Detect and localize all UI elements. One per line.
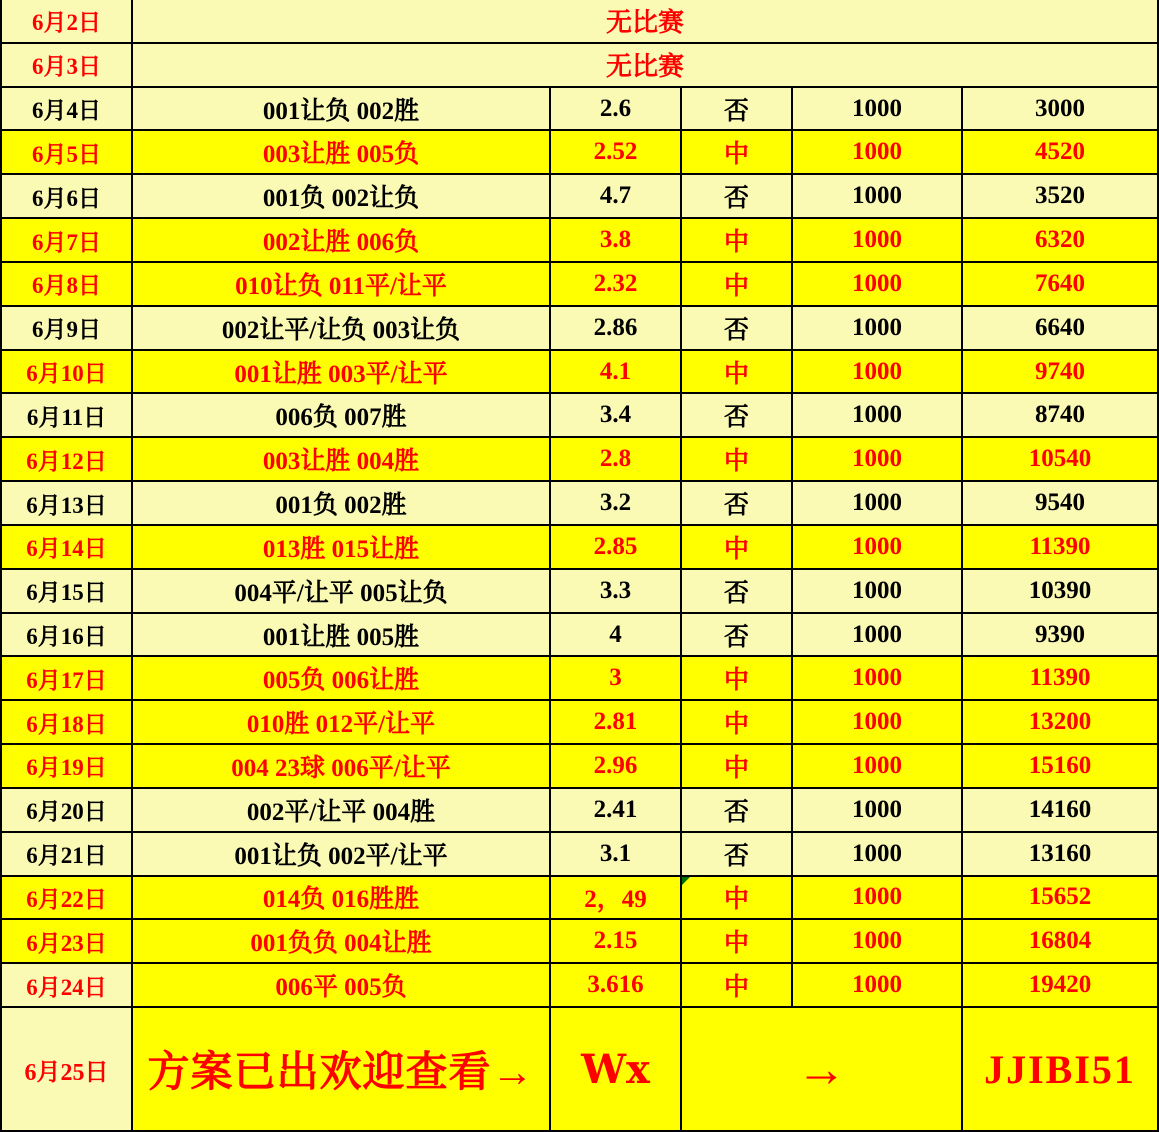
- table-row: [2, 263, 1159, 307]
- date-cell: 6月18日: [2, 701, 133, 745]
- table-row: [2, 920, 1159, 964]
- result-cell: 中: [682, 920, 793, 964]
- total-cell: 3000: [963, 88, 1159, 132]
- table-row: [2, 394, 1159, 438]
- table-row: [2, 175, 1159, 219]
- wx-label-cell: Wx: [551, 1008, 682, 1132]
- table-row: [2, 833, 1159, 877]
- result-cell: 中: [682, 526, 793, 570]
- result-cell: 中: [682, 263, 793, 307]
- picks-cell: 013胜 015让胜: [133, 526, 551, 570]
- no-match-cell: 无比赛: [133, 0, 1159, 44]
- stake-cell: 1000: [793, 877, 963, 921]
- picks-cell: 001让胜 005胜: [133, 614, 551, 658]
- odds-cell: 4: [551, 614, 682, 658]
- odds-cell: 3.2: [551, 482, 682, 526]
- date-cell: 6月23日: [2, 920, 133, 964]
- result-cell: 中: [682, 701, 793, 745]
- table-row: [2, 131, 1159, 175]
- no-match-cell: 无比赛: [133, 44, 1159, 88]
- picks-cell: 001让负 002平/让平: [133, 833, 551, 877]
- stake-cell: 1000: [793, 964, 963, 1008]
- date-cell: 6月11日: [2, 394, 133, 438]
- picks-cell: 014负 016胜胜: [133, 877, 551, 921]
- total-cell: 11390: [963, 526, 1159, 570]
- result-cell: 否: [682, 789, 793, 833]
- odds-cell: 2.15: [551, 920, 682, 964]
- comment-marker-icon: [682, 877, 690, 885]
- table-row: [2, 526, 1159, 570]
- picks-cell: 003让胜 005负: [133, 131, 551, 175]
- picks-cell: 004平/让平 005让负: [133, 570, 551, 614]
- table-row: [2, 701, 1159, 745]
- picks-cell: 002让胜 006负: [133, 219, 551, 263]
- picks-cell: 001让负 002胜: [133, 88, 551, 132]
- table-row: [2, 657, 1159, 701]
- odds-cell: 2.86: [551, 307, 682, 351]
- stake-cell: 1000: [793, 88, 963, 132]
- total-cell: 9740: [963, 351, 1159, 395]
- picks-cell: 005负 006让胜: [133, 657, 551, 701]
- stake-cell: 1000: [793, 789, 963, 833]
- result-cell: 中: [682, 657, 793, 701]
- date-cell: 6月16日: [2, 614, 133, 658]
- stake-cell: 1000: [793, 394, 963, 438]
- odds-cell: 4.1: [551, 351, 682, 395]
- arrow-icon: →: [682, 1008, 963, 1132]
- total-cell: 9390: [963, 614, 1159, 658]
- date-cell: 6月5日: [2, 131, 133, 175]
- stake-cell: 1000: [793, 701, 963, 745]
- odds-cell: 2.32: [551, 263, 682, 307]
- table-row: [2, 482, 1159, 526]
- odds-cell: 2.96: [551, 745, 682, 789]
- total-cell: 19420: [963, 964, 1159, 1008]
- result-cell: 中: [682, 745, 793, 789]
- result-cell: 否: [682, 482, 793, 526]
- odds-cell: 3: [551, 657, 682, 701]
- table-row: [2, 438, 1159, 482]
- odds-cell: 2.6: [551, 88, 682, 132]
- stake-cell: 1000: [793, 219, 963, 263]
- odds-cell: 3.3: [551, 570, 682, 614]
- stake-cell: 1000: [793, 438, 963, 482]
- picks-cell: 001负负 004让胜: [133, 920, 551, 964]
- result-cell: 中: [682, 219, 793, 263]
- date-cell: 6月9日: [2, 307, 133, 351]
- promo-message-cell: 方案已出欢迎查看→: [133, 1008, 551, 1132]
- table-row: [2, 745, 1159, 789]
- odds-cell: 4.7: [551, 175, 682, 219]
- date-cell: 6月4日: [2, 88, 133, 132]
- date-cell: 6月25日: [2, 1008, 133, 1132]
- date-cell: 6月19日: [2, 745, 133, 789]
- total-cell: 8740: [963, 394, 1159, 438]
- date-cell: 6月3日: [2, 44, 133, 88]
- picks-cell: 010胜 012平/让平: [133, 701, 551, 745]
- result-cell: 中: [682, 131, 793, 175]
- odds-cell: 3.4: [551, 394, 682, 438]
- total-cell: 10390: [963, 570, 1159, 614]
- stake-cell: 1000: [793, 526, 963, 570]
- odds-cell: 2.8: [551, 438, 682, 482]
- table-row: [2, 351, 1159, 395]
- date-cell: 6月20日: [2, 789, 133, 833]
- odds-cell: 2.85: [551, 526, 682, 570]
- stake-cell: 1000: [793, 131, 963, 175]
- date-cell: 6月7日: [2, 219, 133, 263]
- date-cell: 6月24日: [2, 964, 133, 1008]
- odds-cell: 2.81: [551, 701, 682, 745]
- stake-cell: 1000: [793, 351, 963, 395]
- stake-cell: 1000: [793, 482, 963, 526]
- picks-cell: 006负 007胜: [133, 394, 551, 438]
- date-cell: 6月22日: [2, 877, 133, 921]
- stake-cell: 1000: [793, 745, 963, 789]
- result-cell: 否: [682, 570, 793, 614]
- table-row: [2, 964, 1159, 1008]
- total-cell: 4520: [963, 131, 1159, 175]
- table-row-no-match: [2, 44, 1159, 88]
- date-cell: 6月2日: [2, 0, 133, 44]
- date-cell: 6月17日: [2, 657, 133, 701]
- table-row: [2, 88, 1159, 132]
- table-row: [2, 789, 1159, 833]
- stake-cell: 1000: [793, 307, 963, 351]
- total-cell: 13160: [963, 833, 1159, 877]
- odds-cell: 3.616: [551, 964, 682, 1008]
- contact-code-cell: JJIBI51: [963, 1008, 1159, 1132]
- total-cell: 10540: [963, 438, 1159, 482]
- odds-cell: 2.41: [551, 789, 682, 833]
- result-cell: 中: [682, 438, 793, 482]
- picks-cell: 002让平/让负 003让负: [133, 307, 551, 351]
- total-cell: 6320: [963, 219, 1159, 263]
- table-row: [2, 614, 1159, 658]
- picks-cell: 001负 002让负: [133, 175, 551, 219]
- picks-cell: 003让胜 004胜: [133, 438, 551, 482]
- table-row-no-match: [2, 0, 1159, 44]
- result-cell: 否: [682, 833, 793, 877]
- table-row: [2, 570, 1159, 614]
- odds-cell: 3.8: [551, 219, 682, 263]
- total-cell: 7640: [963, 263, 1159, 307]
- table-row-footer: [2, 1008, 1159, 1132]
- stake-cell: 1000: [793, 570, 963, 614]
- date-cell: 6月10日: [2, 351, 133, 395]
- total-cell: 11390: [963, 657, 1159, 701]
- stake-cell: 1000: [793, 657, 963, 701]
- stake-cell: 1000: [793, 614, 963, 658]
- date-cell: 6月8日: [2, 263, 133, 307]
- total-cell: 15160: [963, 745, 1159, 789]
- date-cell: 6月14日: [2, 526, 133, 570]
- total-cell: 9540: [963, 482, 1159, 526]
- result-cell: 中: [682, 964, 793, 1008]
- odds-cell: 3.1: [551, 833, 682, 877]
- stake-cell: 1000: [793, 175, 963, 219]
- result-cell: 否: [682, 88, 793, 132]
- date-cell: 6月12日: [2, 438, 133, 482]
- result-cell: 否: [682, 307, 793, 351]
- stake-cell: 1000: [793, 920, 963, 964]
- result-cell: 否: [682, 175, 793, 219]
- odds-cell: 2.52: [551, 131, 682, 175]
- result-cell: 否: [682, 614, 793, 658]
- date-cell: 6月6日: [2, 175, 133, 219]
- stake-cell: 1000: [793, 263, 963, 307]
- table-row: [2, 877, 1159, 921]
- date-cell: 6月13日: [2, 482, 133, 526]
- table-row: [2, 307, 1159, 351]
- total-cell: 13200: [963, 701, 1159, 745]
- picks-cell: 004 23球 006平/让平: [133, 745, 551, 789]
- stake-cell: 1000: [793, 833, 963, 877]
- odds-cell: 2，49: [551, 877, 682, 921]
- date-cell: 6月21日: [2, 833, 133, 877]
- total-cell: 16804: [963, 920, 1159, 964]
- picks-cell: 010让负 011平/让平: [133, 263, 551, 307]
- picks-cell: 001让胜 003平/让平: [133, 351, 551, 395]
- date-cell: 6月15日: [2, 570, 133, 614]
- picks-cell: 001负 002胜: [133, 482, 551, 526]
- total-cell: 6640: [963, 307, 1159, 351]
- picks-cell: 002平/让平 004胜: [133, 789, 551, 833]
- picks-cell: 006平 005负: [133, 964, 551, 1008]
- result-cell: 中: [682, 877, 793, 921]
- result-cell: 否: [682, 394, 793, 438]
- result-cell: 中: [682, 351, 793, 395]
- table-row: [2, 219, 1159, 263]
- total-cell: 14160: [963, 789, 1159, 833]
- total-cell: 3520: [963, 175, 1159, 219]
- total-cell: 15652: [963, 877, 1159, 921]
